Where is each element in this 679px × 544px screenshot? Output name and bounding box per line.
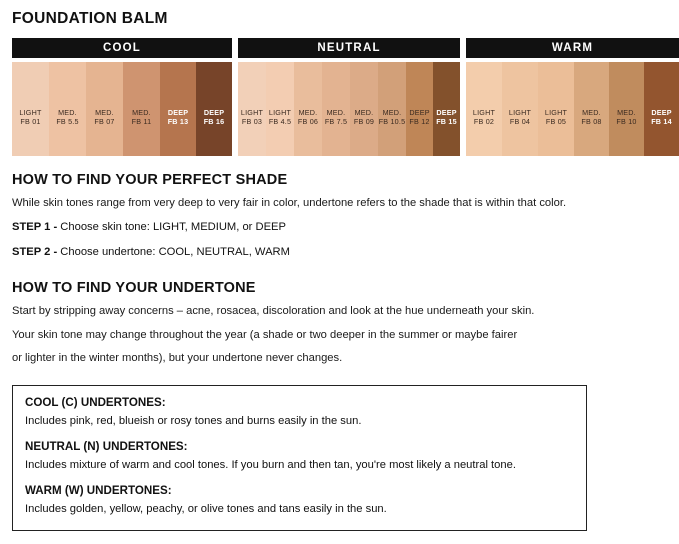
shade-swatch-label bbox=[644, 108, 679, 126]
shade-swatch[interactable] bbox=[294, 62, 322, 156]
undertone-description: Includes golden, yellow, peachy, or olive tones and tans easily in the sun. bbox=[25, 502, 387, 515]
shade-tone: DEEP bbox=[203, 108, 225, 117]
shade-swatch[interactable] bbox=[644, 62, 679, 156]
shade-code: FB 16 bbox=[203, 117, 225, 126]
shade-swatch-label bbox=[266, 108, 294, 126]
shade-code: FB 03 bbox=[241, 117, 263, 126]
shade-swatch[interactable] bbox=[350, 62, 378, 156]
step-2 bbox=[12, 244, 667, 262]
find-undertone-section bbox=[12, 280, 667, 367]
shade-swatch-label bbox=[123, 108, 160, 126]
shade-tone: DEEP bbox=[651, 108, 672, 117]
shade-group-warm bbox=[466, 38, 679, 156]
shade-group-cool bbox=[12, 38, 232, 156]
shade-swatch-label bbox=[466, 108, 502, 126]
shade-tone: LIGHT bbox=[472, 108, 496, 117]
shade-swatch[interactable] bbox=[466, 62, 502, 156]
shade-swatch-label bbox=[160, 108, 196, 126]
shade-swatch-label bbox=[12, 108, 49, 126]
shade-code: FB 07 bbox=[94, 117, 115, 126]
shade-swatch-label bbox=[609, 108, 644, 126]
shade-swatch-label bbox=[502, 108, 538, 126]
find-undertone-line-1: Start by stripping away concerns – acne, rosacea, discoloration and look at the hue underneath your skin. bbox=[12, 305, 535, 318]
shade-tone: MED. bbox=[617, 108, 636, 117]
shade-tone: MED. bbox=[58, 108, 77, 117]
shade-code: FB 02 bbox=[473, 117, 495, 126]
perfect-shade-heading: HOW TO FIND YOUR PERFECT SHADE bbox=[12, 172, 288, 188]
shade-swatch-label bbox=[238, 108, 266, 126]
shade-code: FB 5.5 bbox=[56, 117, 79, 126]
step-1 bbox=[12, 219, 667, 237]
shade-tone: LIGHT bbox=[544, 108, 568, 117]
shade-swatch[interactable] bbox=[86, 62, 123, 156]
shade-tone: DEEP bbox=[409, 108, 430, 117]
shade-code: FB 4.5 bbox=[268, 117, 292, 126]
find-undertone-line-3: or lighter in the winter months), but your undertone never changes. bbox=[12, 351, 343, 364]
shade-swatch[interactable] bbox=[49, 62, 86, 156]
shade-code: FB 06 bbox=[297, 117, 319, 126]
shade-swatch-label bbox=[294, 108, 322, 126]
swatch-row bbox=[12, 62, 232, 156]
shade-swatch[interactable] bbox=[160, 62, 196, 156]
undertone-title: NEUTRAL (N) UNDERTONES: bbox=[25, 440, 188, 454]
shade-swatch[interactable] bbox=[406, 62, 433, 156]
shade-code: FB 09 bbox=[353, 117, 375, 126]
shade-code: FB 14 bbox=[651, 117, 672, 126]
shade-swatch[interactable] bbox=[123, 62, 160, 156]
shade-tone: DEEP bbox=[436, 108, 457, 117]
shade-code: FB 05 bbox=[545, 117, 567, 126]
shade-tone: LIGHT bbox=[19, 108, 42, 117]
shade-swatch[interactable] bbox=[538, 62, 574, 156]
shade-swatch[interactable] bbox=[574, 62, 609, 156]
shade-code: FB 01 bbox=[20, 117, 41, 126]
undertone-description: Includes mixture of warm and cool tones. If you burn and then tan, you're most likely a neutral tone. bbox=[25, 459, 516, 472]
shade-code: FB 04 bbox=[509, 117, 531, 126]
shade-code: FB 11 bbox=[131, 117, 152, 126]
shade-group-header: COOL bbox=[12, 38, 232, 58]
shade-tone: MED. bbox=[298, 108, 318, 117]
shade-tone: DEEP bbox=[167, 108, 189, 117]
page-title: FOUNDATION BALM bbox=[12, 10, 168, 27]
shade-swatch-label bbox=[49, 108, 86, 126]
shade-code: FB 10.5 bbox=[378, 117, 406, 126]
shade-swatch[interactable] bbox=[238, 62, 266, 156]
find-undertone-heading: HOW TO FIND YOUR UNDERTONE bbox=[12, 280, 256, 297]
shade-swatch[interactable] bbox=[433, 62, 460, 156]
step-1-label: STEP 1 - bbox=[12, 221, 58, 234]
shade-tone: MED. bbox=[326, 108, 346, 117]
perfect-shade-section bbox=[12, 172, 667, 262]
step-2-text: Choose undertone: COOL, NEUTRAL, WARM bbox=[57, 246, 290, 259]
shade-swatch[interactable] bbox=[502, 62, 538, 156]
shade-code: FB 10 bbox=[616, 117, 637, 126]
shade-swatch-label bbox=[350, 108, 378, 126]
shade-swatch[interactable] bbox=[609, 62, 644, 156]
undertone-description: Includes pink, red, blueish or rosy tones and burns easily in the sun. bbox=[25, 415, 362, 428]
step-2-label: STEP 2 - bbox=[12, 246, 58, 259]
shade-swatch-label bbox=[86, 108, 123, 126]
shade-code: FB 12 bbox=[409, 117, 430, 126]
shade-swatch[interactable] bbox=[322, 62, 350, 156]
find-undertone-line-2: Your skin tone may change throughout the year (a shade or two deeper in the summer or maybe fairer bbox=[12, 328, 518, 341]
shade-swatch[interactable] bbox=[378, 62, 406, 156]
shade-tone: MED. bbox=[95, 108, 114, 117]
swatch-row bbox=[238, 62, 460, 156]
shade-swatch-label bbox=[196, 108, 232, 126]
shade-swatch[interactable] bbox=[266, 62, 294, 156]
undertone-title: COOL (C) UNDERTONES: bbox=[25, 396, 166, 410]
shade-tone: MED. bbox=[132, 108, 151, 117]
shade-code: FB 13 bbox=[167, 117, 189, 126]
shade-chart bbox=[12, 38, 672, 156]
swatch-row bbox=[466, 62, 679, 156]
undertone-title: WARM (W) UNDERTONES: bbox=[25, 483, 172, 497]
shade-code: FB 7.5 bbox=[324, 117, 348, 126]
shade-group-neutral bbox=[238, 38, 460, 156]
shade-tone: LIGHT bbox=[240, 108, 264, 117]
shade-swatch-label bbox=[433, 108, 460, 126]
shade-code: FB 08 bbox=[581, 117, 602, 126]
shade-swatch-label bbox=[538, 108, 574, 126]
shade-swatch[interactable] bbox=[196, 62, 232, 156]
shade-tone: MED. bbox=[582, 108, 601, 117]
shade-swatch[interactable] bbox=[12, 62, 49, 156]
shade-tone: MED. bbox=[354, 108, 374, 117]
shade-group-header: WARM bbox=[466, 38, 679, 58]
perfect-shade-intro: While skin tones range from very deep to very fair in color, undertone refers to the shade that is within that color. bbox=[12, 197, 567, 209]
step-1-text: Choose skin tone: LIGHT, MEDIUM, or DEEP bbox=[57, 221, 286, 234]
shade-swatch-label bbox=[322, 108, 350, 126]
shade-tone: LIGHT bbox=[268, 108, 292, 117]
shade-code: FB 15 bbox=[436, 117, 457, 126]
shade-swatch-label bbox=[406, 108, 433, 126]
undertone-definitions-box bbox=[12, 385, 587, 530]
shade-swatch-label bbox=[378, 108, 406, 126]
shade-tone: LIGHT bbox=[508, 108, 532, 117]
shade-group-header: NEUTRAL bbox=[238, 38, 460, 58]
shade-swatch-label bbox=[574, 108, 609, 126]
shade-tone: MED. bbox=[382, 108, 402, 117]
